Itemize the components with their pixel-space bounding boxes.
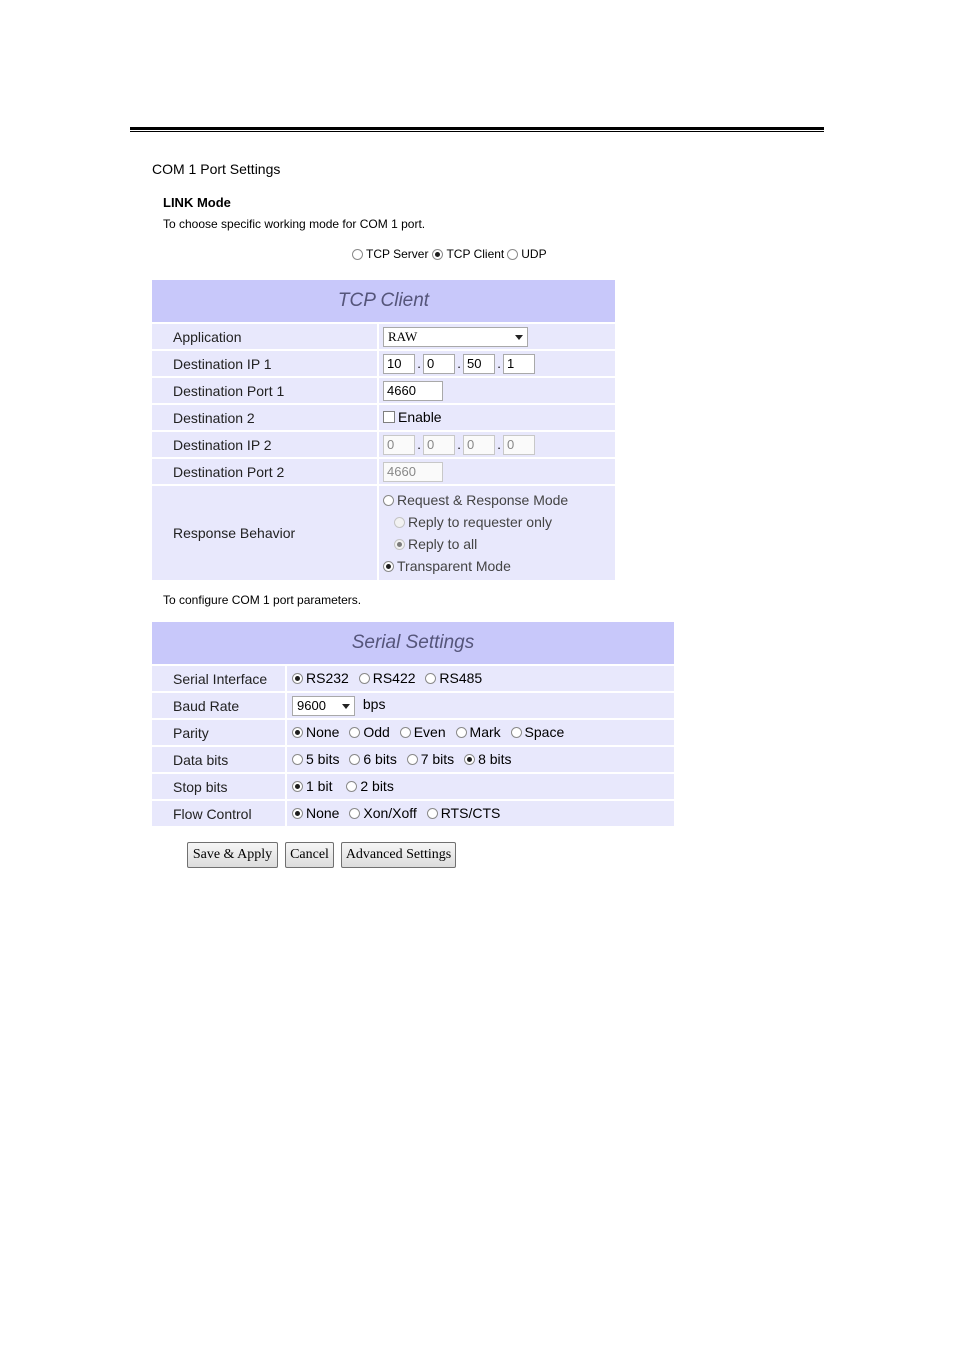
save-apply-button[interactable]: Save & Apply — [187, 842, 278, 868]
rs422-radio[interactable] — [359, 673, 370, 684]
interface-rs485[interactable]: RS485 — [425, 670, 482, 686]
request-response-radio[interactable] — [383, 495, 394, 506]
mode-tcp-client[interactable]: TCP Client — [432, 247, 504, 261]
flow-control-label: Flow Control — [152, 801, 287, 826]
parity-mark[interactable]: Mark — [456, 724, 501, 740]
row-dest-port1 — [152, 378, 615, 403]
rs485-radio[interactable] — [425, 673, 436, 684]
chevron-down-icon — [515, 335, 523, 340]
data-bits-6-radio[interactable] — [349, 754, 360, 765]
chevron-down-icon — [342, 704, 350, 709]
stop-bits-label: Stop bits — [152, 774, 287, 799]
link-mode-description: To choose specific working mode for COM 1 port. — [163, 217, 426, 231]
udp-radio[interactable] — [507, 249, 518, 260]
dest-ip2-label: Destination IP 2 — [152, 432, 379, 457]
stop-bits-1[interactable]: 1 bit — [292, 778, 332, 794]
reply-requester-radio[interactable] — [394, 517, 405, 528]
cancel-button[interactable]: Cancel — [285, 842, 334, 868]
response-reply-all[interactable]: Reply to all — [383, 533, 615, 555]
dest-ip2-octet3[interactable]: 0 — [463, 435, 495, 455]
flow-rts-cts[interactable]: RTS/CTS — [427, 805, 501, 821]
flow-none[interactable]: None — [292, 805, 339, 821]
stop-bits-2[interactable]: 2 bits — [346, 778, 393, 794]
header-rule — [130, 127, 824, 130]
dest-ip1-octet2[interactable]: 0 — [423, 354, 455, 374]
baud-rate-label: Baud Rate — [152, 693, 287, 718]
row-flow-control — [152, 801, 674, 826]
response-behavior-label: Response Behavior — [152, 486, 379, 580]
parity-space-radio[interactable] — [511, 727, 522, 738]
row-dest-ip2: Destination IP 2 0 . 0 . 0 . 0 — [152, 432, 615, 457]
data-bits-label: Data bits — [152, 747, 287, 772]
row-serial-interface — [152, 666, 674, 691]
transparent-radio[interactable] — [383, 561, 394, 572]
dest2-enable[interactable]: Enable — [383, 409, 442, 425]
parity-label: Parity — [152, 720, 287, 745]
data-bits-7[interactable]: 7 bits — [407, 751, 454, 767]
com-config-description: To configure COM 1 port parameters. — [163, 593, 362, 607]
dest-ip1-label: Destination IP 1 — [152, 351, 379, 376]
baud-rate-select[interactable]: 9600 — [292, 696, 355, 716]
flow-xon-xoff[interactable]: Xon/Xoff — [349, 805, 416, 821]
row-dest2 — [152, 405, 615, 430]
header-rule-thin — [130, 131, 824, 132]
serial-settings-table — [152, 620, 674, 828]
advanced-settings-button[interactable]: Advanced Settings — [341, 842, 456, 868]
flow-xon-xoff-radio[interactable] — [349, 808, 360, 819]
response-request-response[interactable]: Request & Response Mode — [383, 489, 615, 511]
row-baud-rate — [152, 693, 674, 718]
row-application — [152, 324, 615, 349]
row-parity — [152, 720, 674, 745]
row-data-bits — [152, 747, 674, 772]
serial-settings-header: Serial Settings — [152, 622, 674, 664]
row-response-behavior — [152, 486, 615, 580]
flow-none-radio[interactable] — [292, 808, 303, 819]
row-stop-bits — [152, 774, 674, 799]
dest-ip1-octet4[interactable]: 1 — [503, 354, 535, 374]
row-dest-port2 — [152, 459, 615, 484]
data-bits-5-radio[interactable] — [292, 754, 303, 765]
flow-rts-cts-radio[interactable] — [427, 808, 438, 819]
rs232-radio[interactable] — [292, 673, 303, 684]
serial-interface-label: Serial Interface — [152, 666, 287, 691]
baud-unit: bps — [362, 696, 386, 713]
link-mode-title: LINK Mode — [163, 195, 231, 210]
parity-mark-radio[interactable] — [456, 727, 467, 738]
data-bits-6[interactable]: 6 bits — [349, 751, 396, 767]
parity-odd[interactable]: Odd — [349, 724, 389, 740]
enable-checkbox[interactable] — [383, 411, 395, 423]
mode-udp[interactable]: UDP — [507, 247, 546, 261]
application-select[interactable]: RAW — [383, 327, 528, 347]
page-title: COM 1 Port Settings — [152, 161, 281, 177]
reply-all-radio[interactable] — [394, 539, 405, 550]
response-transparent[interactable]: Transparent Mode — [383, 555, 615, 577]
dest-ip1-octet3[interactable]: 50 — [463, 354, 495, 374]
data-bits-7-radio[interactable] — [407, 754, 418, 765]
tcp-client-header: TCP Client — [152, 280, 615, 322]
parity-space[interactable]: Space — [511, 724, 565, 740]
dest-port1-label: Destination Port 1 — [152, 378, 379, 403]
response-reply-requester[interactable]: Reply to requester only — [383, 511, 615, 533]
data-bits-8[interactable]: 8 bits — [464, 751, 511, 767]
dest-ip2-octet1[interactable]: 0 — [383, 435, 415, 455]
stop-bits-1-radio[interactable] — [292, 781, 303, 792]
stop-bits-2-radio[interactable] — [346, 781, 357, 792]
parity-even[interactable]: Even — [400, 724, 446, 740]
link-mode-selector — [352, 247, 553, 261]
tcp-client-radio[interactable] — [432, 249, 443, 260]
interface-rs422[interactable]: RS422 — [359, 670, 416, 686]
dest-ip2-octet4[interactable]: 0 — [503, 435, 535, 455]
interface-rs232[interactable]: RS232 — [292, 670, 349, 686]
data-bits-5[interactable]: 5 bits — [292, 751, 339, 767]
dest2-label: Destination 2 — [152, 405, 379, 430]
row-dest-ip1: Destination IP 1 10 . 0 . 50 . 1 — [152, 351, 615, 376]
parity-none[interactable]: None — [292, 724, 339, 740]
tcp-server-radio[interactable] — [352, 249, 363, 260]
dest-ip1-octet1[interactable]: 10 — [383, 354, 415, 374]
parity-even-radio[interactable] — [400, 727, 411, 738]
tcp-client-table — [152, 278, 615, 582]
parity-odd-radio[interactable] — [349, 727, 360, 738]
data-bits-8-radio[interactable] — [464, 754, 475, 765]
parity-none-radio[interactable] — [292, 727, 303, 738]
dest-port2-label: Destination Port 2 — [152, 459, 379, 484]
mode-tcp-server[interactable]: TCP Server — [352, 247, 428, 261]
dest-port2-input[interactable]: 4660 — [383, 462, 443, 482]
application-label: Application — [152, 324, 379, 349]
dest-ip2-octet2[interactable]: 0 — [423, 435, 455, 455]
dest-port1-input[interactable]: 4660 — [383, 381, 443, 401]
